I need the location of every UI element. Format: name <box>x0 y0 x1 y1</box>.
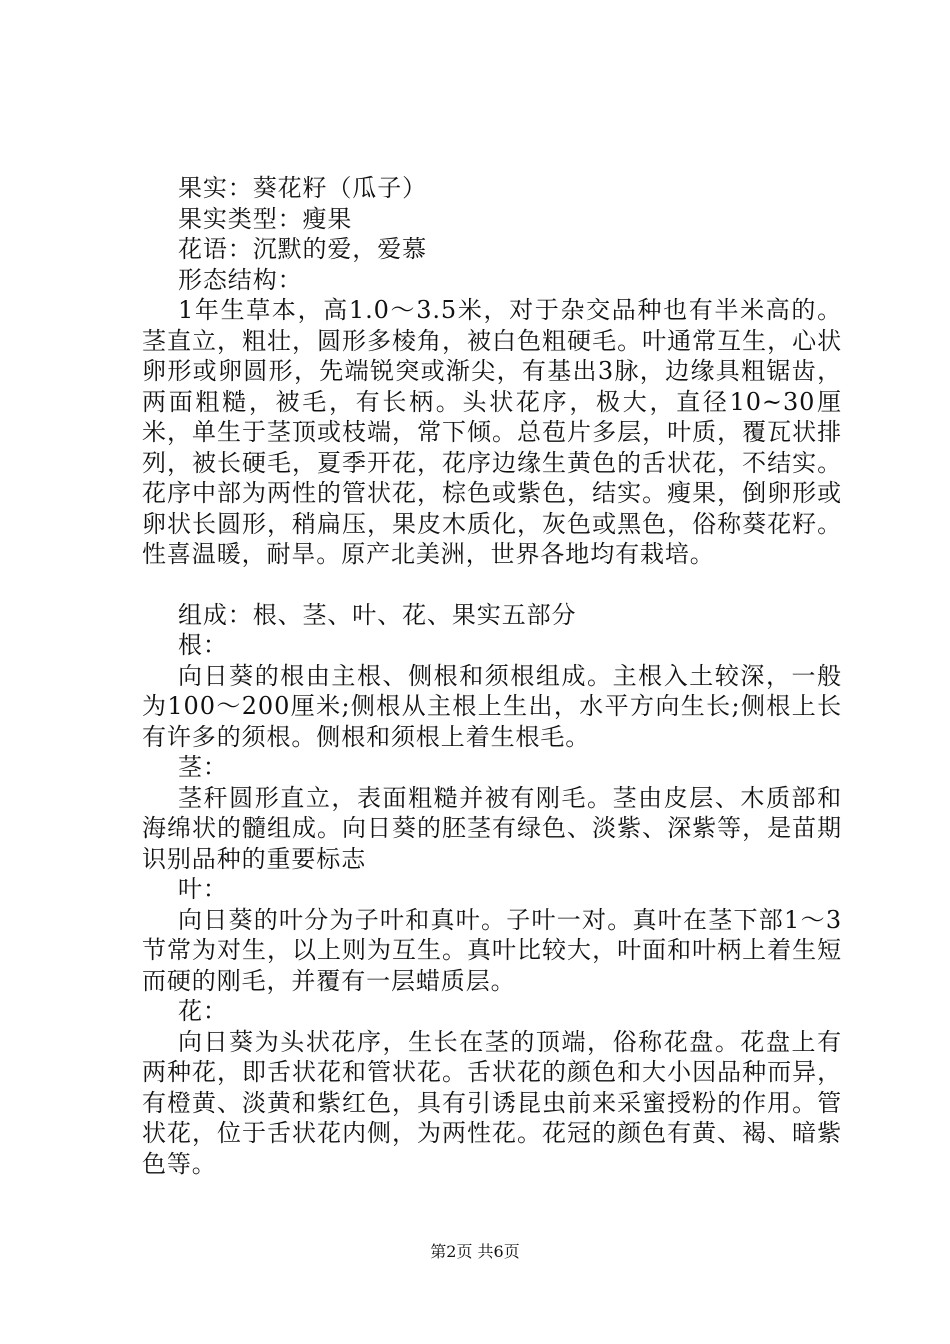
flower-paragraph: 向日葵为头状花序，生长在茎的顶端，俗称花盘。花盘上有两种花，即舌状花和管状花。舌状花的颜色和大小因品种而异，有橙黄、淡黄和紫红色，具有引诱昆虫前来采蜜授粉的作用。管状花，位于舌状花内侧，为两性花。花冠的颜色有黄、褐、暗紫色等。 <box>142 1027 842 1178</box>
leaf-paragraph: 向日葵的叶分为子叶和真叶。子叶一对。真叶在茎下部1～3节常为对生，以上则为互生。真叶比较大，叶面和叶柄上着生短而硬的刚毛，并覆有一层蜡质层。 <box>142 905 842 995</box>
page-footer: 第2页 共6页 <box>430 1242 520 1261</box>
root-heading: 根： <box>178 631 228 659</box>
stem-heading: 茎： <box>178 753 228 781</box>
stem-paragraph: 茎秆圆形直立，表面粗糙并被有刚毛。茎由皮层、木质部和海绵状的髓组成。向日葵的胚茎有绿色、淡紫、深紫等，是苗期识别品种的重要标志 <box>142 783 842 873</box>
fruit-line: 果实：葵花籽（瓜子） <box>178 174 427 202</box>
fruit-type-line: 果实类型：瘦果 <box>178 204 353 233</box>
morphology-paragraph: 1年生草本，高1.0～3.5米，对于杂交品种也有半米高的。茎直立，粗壮，圆形多棱角，被白色粗硬毛。叶通常互生，心状卵形或卵圆形，先端锐突或渐尖，有基出3脉，边缘具粗锯齿，两面粗糙，被毛，有长柄。头状花序，极大，直径10~30厘米，单生于茎顶或枝端，常下倾。总苞片多层，叶质，覆瓦状排列，被长硬毛，夏季开花，花序边缘生黄色的舌状花，不结实。花序中部为两性的管状花，棕色或紫色，结实。瘦果，倒卵形或卵状长圆形，稍扁压，果皮木质化，灰色或黑色，俗称葵花籽。性喜温暖，耐旱。原产北美洲，世界各地均有栽培。 <box>142 296 842 568</box>
paragraph-gap <box>142 570 842 600</box>
root-paragraph: 向日葵的根由主根、侧根和须根组成。主根入土较深，一般为100～200厘米;侧根从主根上生出，水平方向生长;侧根上长有许多的须根。侧根和须根上着生根毛。 <box>142 661 842 751</box>
document-body <box>142 173 842 1179</box>
morphology-heading: 形态结构： <box>178 265 303 294</box>
leaf-heading: 叶： <box>178 875 228 903</box>
flower-heading: 花： <box>178 997 228 1025</box>
flower-language-line: 花语：沉默的爱，爱慕 <box>178 235 427 263</box>
composition-line: 组成：根、茎、叶、花、果实五部分 <box>178 600 577 629</box>
